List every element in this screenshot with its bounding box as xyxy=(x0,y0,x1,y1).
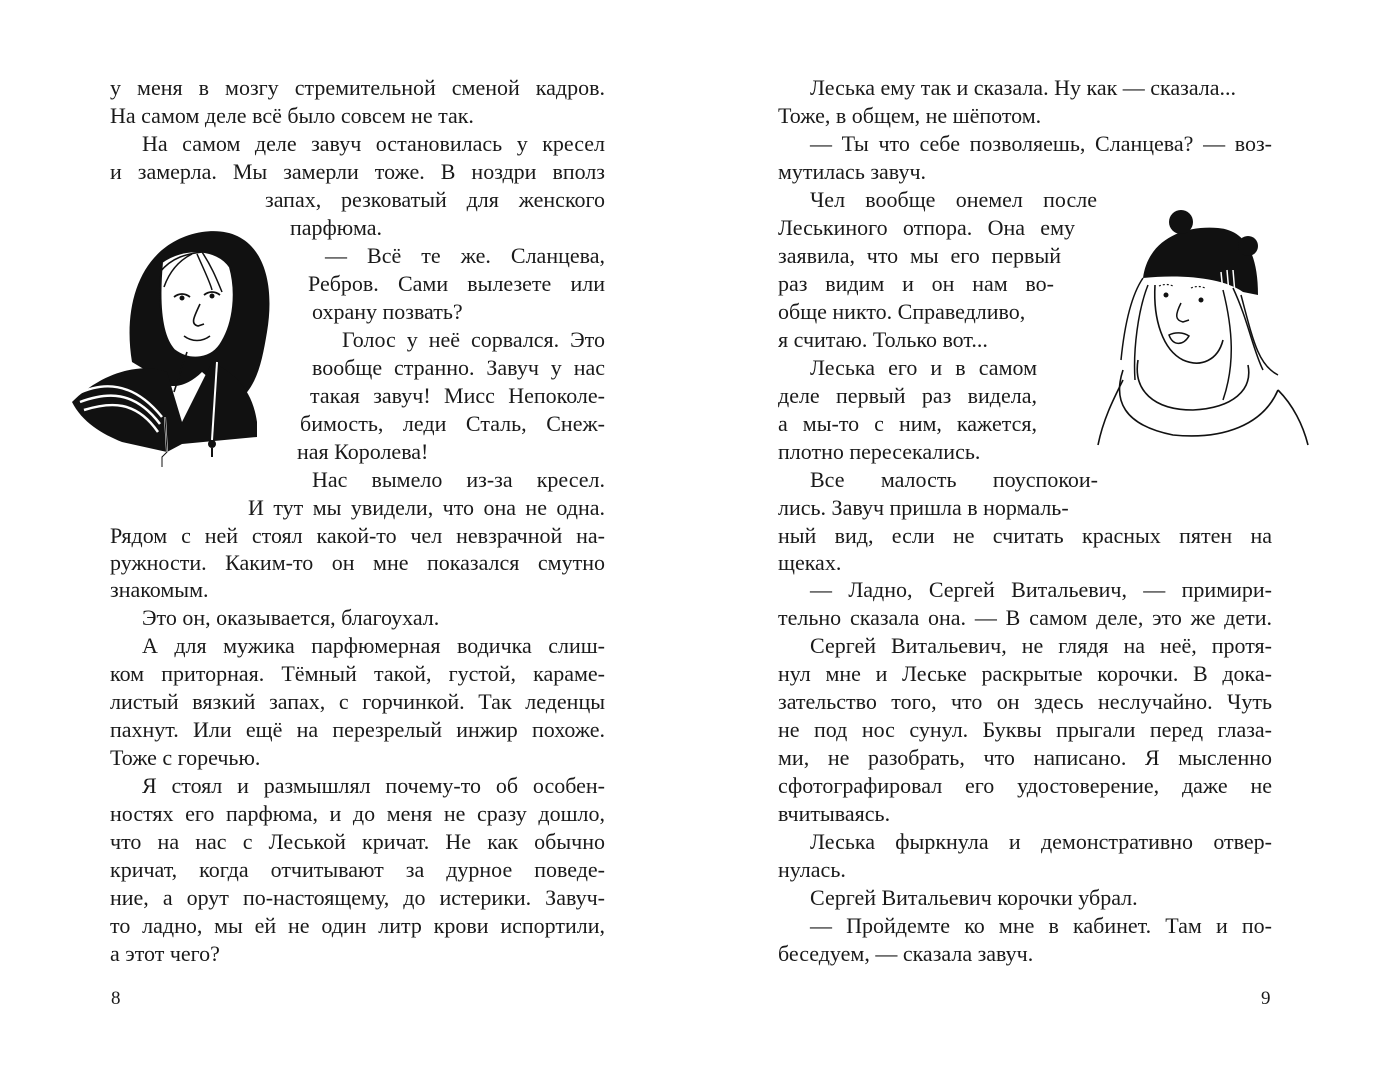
text-line: у меня в мозгу стремительной сменой кадров. xyxy=(110,75,605,100)
text-line: и замерла. Мы замерли тоже. В ноздри вполз xyxy=(110,159,605,184)
text-line: Леськиного отпора. Она ему xyxy=(778,215,1075,240)
text-line: Это он, оказывается, благоухал. xyxy=(142,605,440,630)
text-line: лись. Завуч пришла в нормаль- xyxy=(778,495,1069,520)
text-line: листый вязкий запах, с горчинкой. Так леденцы xyxy=(110,689,605,714)
text-line: знакомым. xyxy=(110,577,209,602)
text-line: На самом деле завуч остановилась у кресел xyxy=(142,131,605,156)
text-line: Все малость поуспокои- xyxy=(810,467,1098,492)
text-line: А для мужика парфюмерная водичка слиш- xyxy=(142,633,605,658)
text-line: зательство того, что он здесь неслучайно. Чуть xyxy=(778,689,1272,714)
text-line: вчитываясь. xyxy=(778,801,891,826)
text-line: вообще странно. Завуч у нас xyxy=(312,355,605,380)
text-line: а мы-то с ним, кажется, xyxy=(778,411,1037,436)
text-line: Голос у неё сорвался. Это xyxy=(342,327,605,352)
text-line: Я стоял и размышлял почему-то об особен- xyxy=(142,773,605,798)
text-line: деле первый раз видела, xyxy=(778,383,1037,408)
text-line: На самом деле всё было совсем не так. xyxy=(110,103,474,128)
text-line: нул мне и Леське раскрытые корочки. В дока- xyxy=(778,661,1272,686)
girl-in-beanie-illustration xyxy=(1083,200,1323,450)
text-line: Сергей Витальевич, не глядя на неё, протя- xyxy=(810,633,1272,658)
page-number: 9 xyxy=(1261,988,1271,1009)
text-line: то ладно, мы ей не один литр крови испортили, xyxy=(110,913,605,938)
text-line: кричат, когда отчитывают за дурное поведе- xyxy=(110,857,605,882)
text-line: охрану позвать? xyxy=(312,299,463,324)
text-line: пахнут. Или ещё на перезрелый инжир похоже. xyxy=(110,717,605,742)
text-line: бимость, леди Сталь, Снеж- xyxy=(300,411,605,436)
text-line: — Пройдемте ко мне в кабинет. Там и по- xyxy=(810,913,1272,938)
text-line: тельно сказала она. — В самом деле, это же дети. xyxy=(778,605,1272,630)
text-line: мутилась завуч. xyxy=(778,159,927,184)
text-line: сфотографировал его удостоверение, даже не xyxy=(778,773,1272,798)
text-line: Ребров. Сами вылезете или xyxy=(308,271,605,296)
text-line: Нас вымело из-за кресел. xyxy=(312,467,605,492)
text-line: Леська фыркнула и демонстративно отвер- xyxy=(810,829,1272,854)
text-line: а этот чего? xyxy=(110,941,220,966)
text-line: — Ты что себе позволяешь, Сланцева? — воз- xyxy=(810,131,1272,156)
text-line: ком приторная. Тёмный такой, густой, караме- xyxy=(110,661,605,686)
text-line: Леська ему так и сказала. Ну как — сказала... xyxy=(810,75,1237,100)
text-line: беседуем, — сказала завуч. xyxy=(778,941,1034,966)
girl-in-hood-illustration xyxy=(62,212,312,497)
text-line: Чел вообще онемел после xyxy=(810,187,1097,212)
text-line: ностях его парфюма, и до меня не сразу дошло, xyxy=(110,801,605,826)
text-line: не под нос сунул. Буквы прыгали перед глаза- xyxy=(778,717,1272,742)
text-line: парфюма. xyxy=(290,215,382,240)
text-line: щеках. xyxy=(778,550,842,575)
text-line: плотно пересекались. xyxy=(778,439,981,464)
text-line: — Всё те же. Сланцева, xyxy=(325,243,605,268)
text-line: я считаю. Только вот... xyxy=(778,327,988,352)
text-line: И тут мы увидели, что она не одна. xyxy=(248,495,605,520)
text-line: Рядом с ней стоял какой-то чел невзрачной на- xyxy=(110,523,605,548)
text-line: обще никто. Справедливо, xyxy=(778,299,1026,324)
right-page xyxy=(691,0,1383,1080)
text-line: Сергей Витальевич корочки убрал. xyxy=(810,885,1138,910)
text-line: Тоже, в общем, не шёпотом. xyxy=(778,103,1042,128)
text-line: запах, резковатый для женского xyxy=(265,187,605,212)
text-line: такая завуч! Мисс Непоколе- xyxy=(310,383,605,408)
text-line: Леська его и в самом xyxy=(810,355,1037,380)
text-line: раз видим и он нам во- xyxy=(778,271,1054,296)
text-line: ный вид, если не считать красных пятен на xyxy=(778,523,1272,548)
text-line: ми, не разобрать, что написано. Я мысленно xyxy=(778,745,1272,770)
text-line: что на нас с Леськой кричат. Не как обычно xyxy=(110,829,605,854)
text-line: ние, а орут по-настоящему, до истерики. Завуч- xyxy=(110,885,605,910)
text-line: — Ладно, Сергей Витальевич, — примири- xyxy=(810,577,1272,602)
page-number: 8 xyxy=(111,988,121,1009)
text-line: ружности. Каким-то он мне показался смутно xyxy=(110,550,605,575)
text-line: ная Королева! xyxy=(297,439,429,464)
text-line: нулась. xyxy=(778,857,846,882)
left-page xyxy=(0,0,691,1080)
text-line: заявила, что мы его первый xyxy=(778,243,1061,268)
text-line: Тоже с горечью. xyxy=(110,745,261,770)
